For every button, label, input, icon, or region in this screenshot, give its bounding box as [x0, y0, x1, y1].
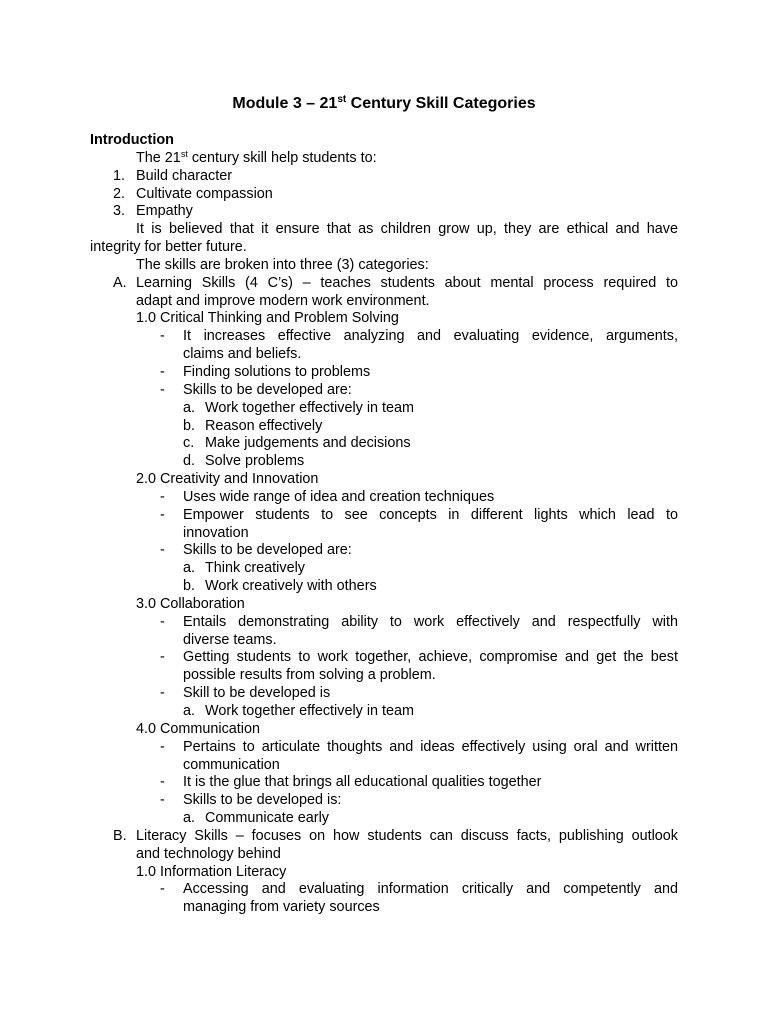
dash-item-text: Skills to be developed is:	[183, 792, 342, 809]
dash-item-text: Finding solutions to problems	[183, 363, 371, 380]
dash-marker: -	[160, 685, 165, 702]
letter-item	[90, 560, 678, 578]
letter-item-text: Make judgements and decisions	[205, 435, 411, 452]
letter-marker: d.	[183, 453, 196, 470]
letter-marker: a.	[183, 560, 196, 577]
letter-item-text: Communicate early	[205, 810, 329, 827]
section-marker: B.	[113, 827, 127, 844]
list-marker: 2.	[113, 185, 126, 202]
letter-marker: c.	[183, 435, 195, 452]
dash-item-text: It increases effective analyzing and evaluating evidence, arguments,	[183, 328, 678, 345]
dash-item-text: It is the glue that brings all educational qualities together	[183, 774, 542, 791]
letter-item	[90, 453, 678, 471]
intro-lead-text: The 21	[136, 149, 181, 166]
dash-item-text: Skill to be developed is	[183, 685, 331, 702]
dash-marker: -	[160, 774, 165, 791]
section-b-text: Literacy Skills – focuses on how students can discuss facts, publishing outlook	[136, 827, 678, 844]
section-a-line	[90, 275, 678, 293]
dash-item	[90, 649, 678, 667]
letter-item-text: Think creatively	[205, 560, 305, 577]
section-b-line: and technology behind	[136, 845, 281, 862]
intro-lead-superscript: st	[180, 148, 188, 159]
list-marker: 1.	[113, 167, 126, 184]
letter-item	[90, 418, 678, 436]
subsection-heading: 1.0 Critical Thinking and Problem Solving	[136, 310, 399, 327]
letter-marker: a.	[183, 399, 196, 416]
section-a-line: adapt and improve modern work environment.	[136, 292, 430, 309]
letter-item-text: Solve problems	[205, 453, 305, 470]
dash-marker: -	[160, 363, 165, 380]
dash-item	[90, 507, 678, 525]
dash-item-text: Accessing and evaluating information critically and competently and	[183, 881, 678, 898]
dash-item	[90, 328, 678, 346]
dash-item	[90, 792, 678, 810]
dash-item-text: Skills to be developed are:	[183, 381, 352, 398]
dash-item-continued: claims and beliefs.	[183, 346, 302, 363]
subsection-heading: 1.0 Information Literacy	[136, 863, 287, 880]
list-marker: 3.	[113, 203, 126, 220]
intro-heading: Introduction	[90, 132, 174, 148]
dash-marker: -	[160, 738, 165, 755]
dash-item-continued: communication	[183, 756, 280, 773]
section-a-text: Learning Skills (4 C’s) – teaches students about mental process required to	[136, 274, 678, 291]
intro-paragraph-line: integrity for better future.	[90, 239, 247, 256]
dash-item	[90, 364, 678, 382]
dash-marker: -	[160, 381, 165, 398]
page-title	[0, 94, 768, 114]
letter-item-text: Work together effectively in team	[205, 703, 415, 719]
dash-item-text: Uses wide range of idea and creation techniques	[183, 488, 495, 505]
dash-item	[90, 739, 678, 757]
intro-list-item	[90, 168, 678, 186]
intro-list-item	[90, 186, 678, 204]
list-item-text: Cultivate compassion	[136, 185, 273, 202]
letter-item	[90, 435, 678, 453]
dash-item	[90, 774, 678, 792]
dash-item-continued: innovation	[183, 524, 249, 541]
document-body	[90, 132, 678, 917]
dash-item-continued: managing from variety sources	[183, 899, 380, 916]
dash-item-text: Getting students to work together, achieve, compromise and get the best	[183, 649, 678, 666]
dash-item-text: Entails demonstrating ability to work effectively and respectfully with	[183, 613, 678, 630]
dash-item-continued: possible results from solving a problem.	[183, 667, 436, 684]
letter-item	[90, 578, 678, 596]
dash-item	[90, 614, 678, 632]
dash-item-text: Pertains to articulate thoughts and ideas effectively using oral and written	[183, 738, 678, 755]
letter-item	[90, 703, 678, 721]
intro-lead-text-rest: century skill help students to:	[187, 149, 377, 166]
intro-paragraph-line: It is believed that it ensure that as children grow up, they are ethical and have	[136, 221, 678, 238]
subsection-heading: 2.0 Creativity and Innovation	[136, 471, 319, 488]
letter-marker: b.	[183, 578, 196, 595]
title-text: Module 3 – 21	[232, 95, 338, 112]
title-superscript: st	[337, 94, 347, 105]
letter-marker: a.	[183, 703, 196, 719]
letter-item	[90, 810, 678, 828]
dash-marker: -	[160, 328, 165, 345]
letter-item-text: Reason effectively	[205, 417, 323, 434]
dash-marker: -	[160, 613, 165, 630]
letter-item	[90, 400, 678, 418]
dash-marker: -	[160, 792, 165, 809]
title-text-rest: Century Skill Categories	[346, 95, 536, 112]
letter-item-text: Work creatively with others	[205, 578, 377, 595]
dash-marker: -	[160, 506, 165, 523]
subsection-heading: 3.0 Collaboration	[136, 595, 245, 612]
dash-item-continued: diverse teams.	[183, 631, 277, 648]
dash-item	[90, 489, 678, 507]
dash-item	[90, 685, 678, 703]
intro-lead	[90, 150, 678, 168]
dash-marker: -	[160, 649, 165, 666]
dash-item-text: Skills to be developed are:	[183, 542, 352, 559]
subsection-heading: 4.0 Communication	[136, 720, 260, 737]
letter-item-text: Work together effectively in team	[205, 399, 415, 416]
dash-marker: -	[160, 488, 165, 505]
dash-item	[90, 382, 678, 400]
dash-item-text: Empower students to see concepts in different lights which lead to	[183, 506, 678, 523]
list-item-text: Build character	[136, 167, 232, 184]
section-marker: A.	[113, 274, 127, 291]
list-item-text: Empathy	[136, 203, 193, 220]
dash-item	[90, 542, 678, 560]
intro-list-item	[90, 203, 678, 221]
dash-marker: -	[160, 542, 165, 559]
intro-paragraph: The skills are broken into three (3) categories:	[136, 256, 429, 273]
letter-marker: b.	[183, 417, 196, 434]
letter-marker: a.	[183, 810, 196, 827]
dash-marker: -	[160, 881, 165, 898]
section-b-line	[90, 828, 678, 846]
dash-item	[90, 881, 678, 899]
